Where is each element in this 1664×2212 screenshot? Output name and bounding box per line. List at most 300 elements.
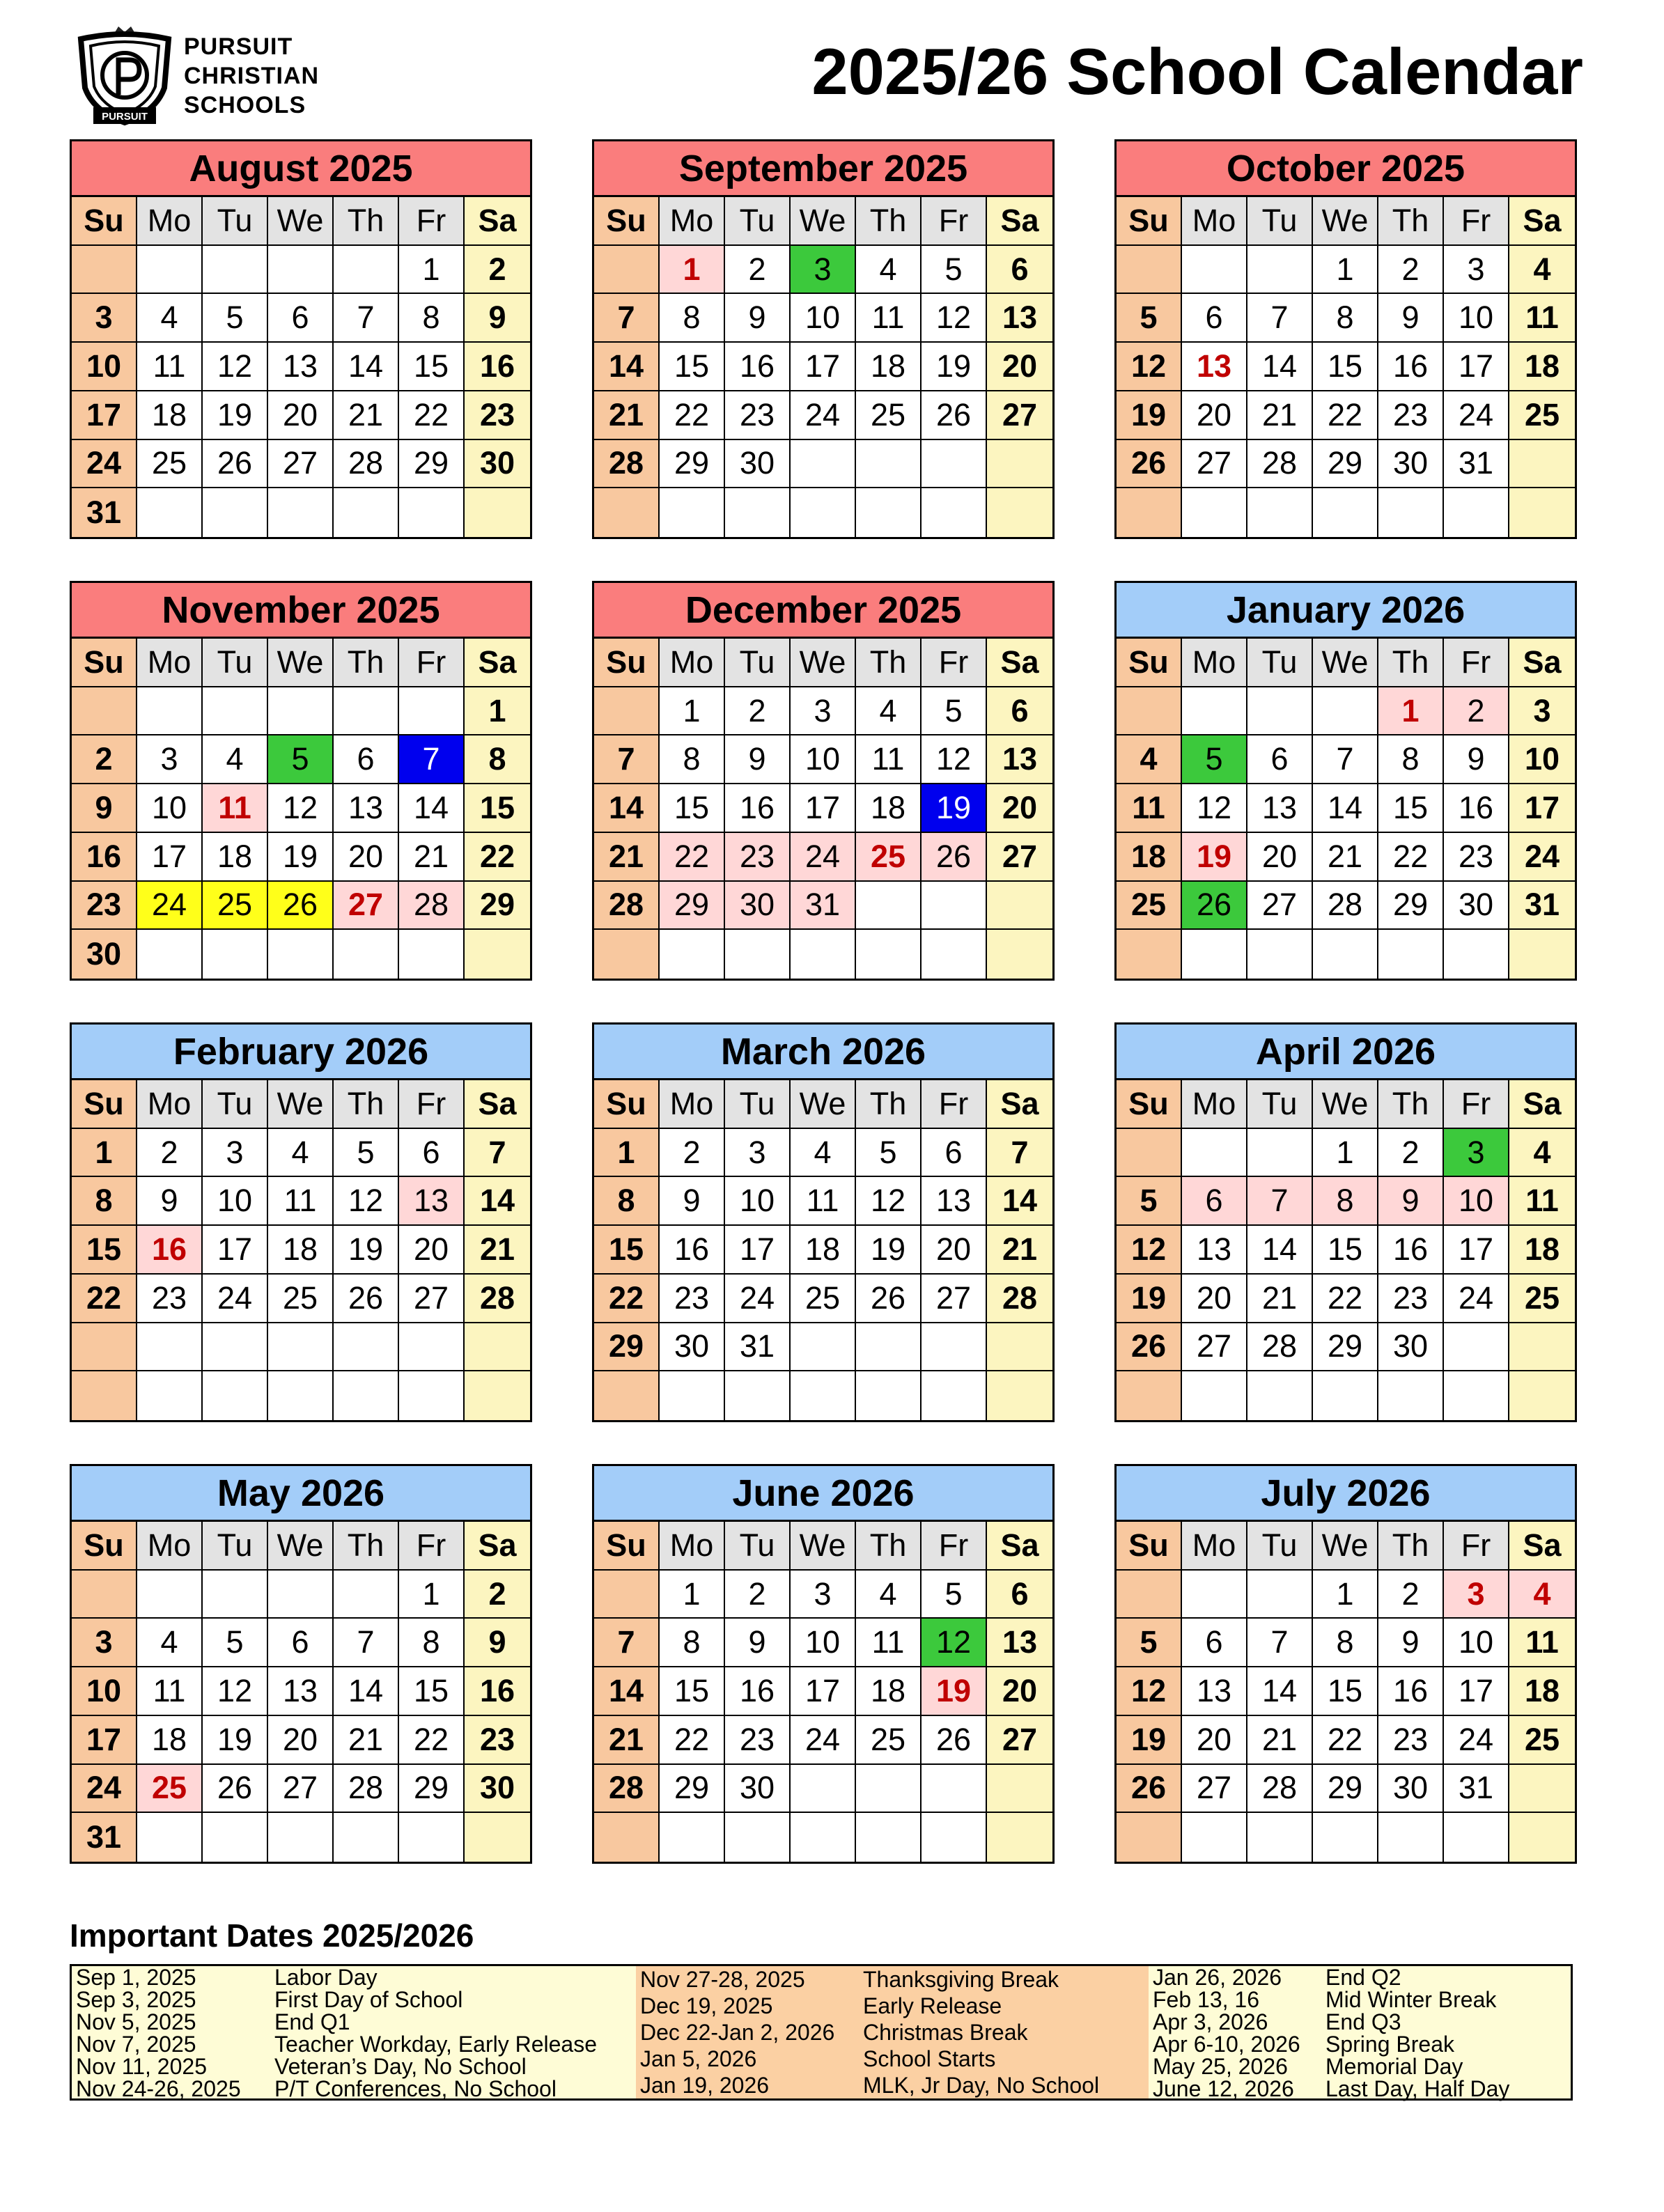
empty-day-cell (660, 488, 725, 537)
empty-day-cell (856, 1813, 922, 1862)
month-title: March 2026 (594, 1025, 1052, 1080)
empty-day-cell (334, 246, 399, 295)
day-cell: 4 (268, 1129, 334, 1178)
empty-day-cell (1509, 440, 1575, 489)
day-cell: 9 (1378, 294, 1444, 343)
day-cell: 2 (465, 1571, 530, 1619)
weekday-label: Mo (660, 1522, 725, 1571)
day-cell: 16 (137, 1226, 203, 1275)
important-event: Early Release (863, 1993, 1002, 2018)
empty-day-cell (791, 1323, 856, 1372)
empty-day-cell (725, 488, 791, 537)
weekday-label: Su (594, 197, 660, 246)
empty-day-cell (725, 930, 791, 979)
day-cell: 27 (1182, 1323, 1247, 1372)
day-cell: 25 (856, 1716, 922, 1765)
empty-day-cell (1117, 1813, 1182, 1862)
empty-day-cell (399, 488, 465, 537)
day-cell: 9 (465, 294, 530, 343)
day-cell: 22 (594, 1275, 660, 1323)
day-cell: 7 (594, 1619, 660, 1667)
day-cell: 16 (1444, 784, 1509, 833)
empty-day-cell (268, 1323, 334, 1372)
day-cell: 3 (137, 735, 203, 784)
empty-day-cell (268, 687, 334, 736)
empty-day-cell (1182, 1371, 1247, 1420)
day-cell: 4 (203, 735, 268, 784)
important-date: Nov 11, 2025 (76, 2054, 207, 2079)
weekday-label: We (791, 197, 856, 246)
day-cell: 21 (334, 1716, 399, 1765)
important-event: Christmas Break (863, 2020, 1028, 2045)
weekday-label: Su (1117, 1522, 1182, 1571)
day-cell: 11 (203, 784, 268, 833)
day-cell: 9 (72, 784, 137, 833)
day-cell: 3 (791, 246, 856, 295)
day-cell: 7 (594, 294, 660, 343)
day-cell: 25 (791, 1275, 856, 1323)
day-cell: 24 (1444, 391, 1509, 440)
weekday-label: Th (1378, 197, 1444, 246)
month-title: January 2026 (1117, 583, 1575, 639)
important-date-row (640, 2046, 1144, 2072)
day-cell: 29 (1313, 1765, 1378, 1814)
day-cell: 27 (1182, 440, 1247, 489)
day-cell: 28 (1247, 440, 1313, 489)
weekday-label: We (1313, 639, 1378, 687)
weekday-label: Mo (660, 1080, 725, 1129)
day-cell: 30 (725, 1765, 791, 1814)
day-cell: 23 (725, 1716, 791, 1765)
day-cell: 11 (1509, 1177, 1575, 1226)
day-cell: 10 (791, 1619, 856, 1667)
empty-day-cell (399, 687, 465, 736)
day-cell: 21 (987, 1226, 1052, 1275)
empty-day-cell (1247, 1571, 1313, 1619)
day-cell: 18 (856, 1667, 922, 1716)
day-cell: 6 (987, 1571, 1052, 1619)
day-cell: 18 (268, 1226, 334, 1275)
weekday-label: Th (334, 1522, 399, 1571)
day-cell: 16 (465, 343, 530, 391)
empty-day-cell (203, 488, 268, 537)
day-cell: 12 (856, 1177, 922, 1226)
day-cell: 10 (1509, 735, 1575, 784)
day-cell: 19 (922, 343, 987, 391)
day-cell: 5 (922, 246, 987, 295)
important-date-row (76, 2055, 632, 2078)
weekday-label: We (268, 1522, 334, 1571)
day-cell: 8 (399, 1619, 465, 1667)
day-cell: 12 (1182, 784, 1247, 833)
month-title: October 2025 (1117, 141, 1575, 197)
day-cell: 23 (1378, 391, 1444, 440)
month-calendar (592, 1022, 1055, 1422)
day-cell: 29 (660, 440, 725, 489)
weekday-label: Tu (725, 1080, 791, 1129)
day-cell: 21 (1247, 391, 1313, 440)
weekday-label: Fr (922, 197, 987, 246)
day-cell: 5 (203, 294, 268, 343)
weekday-label: Sa (987, 1522, 1052, 1571)
day-cell: 25 (1509, 1275, 1575, 1323)
important-event: P/T Conferences, No School (274, 2076, 557, 2101)
empty-day-cell (1117, 930, 1182, 979)
day-cell: 16 (465, 1667, 530, 1716)
empty-day-cell (1313, 1813, 1378, 1862)
day-cell: 24 (791, 391, 856, 440)
day-cell: 1 (72, 1129, 137, 1178)
weekday-label: Tu (1247, 197, 1313, 246)
day-cell: 12 (922, 735, 987, 784)
day-cell: 8 (1313, 1619, 1378, 1667)
empty-day-cell (72, 1323, 137, 1372)
day-cell: 12 (922, 294, 987, 343)
important-date: Feb 13, 16 (1153, 1987, 1259, 2012)
day-cell: 5 (1117, 1177, 1182, 1226)
empty-day-cell (203, 1813, 268, 1862)
day-cell: 12 (203, 1667, 268, 1716)
day-cell: 18 (791, 1226, 856, 1275)
weekday-label: Tu (203, 639, 268, 687)
day-cell: 31 (1444, 440, 1509, 489)
weekday-label: Sa (465, 1080, 530, 1129)
weekday-label: Mo (660, 639, 725, 687)
empty-day-cell (922, 1323, 987, 1372)
weekday-label: Tu (1247, 1522, 1313, 1571)
empty-day-cell (1444, 1323, 1509, 1372)
day-cell: 15 (660, 1667, 725, 1716)
day-cell: 6 (399, 1129, 465, 1178)
important-date: May 25, 2026 (1153, 2054, 1288, 2079)
month-calendar (70, 581, 532, 981)
empty-day-cell (791, 1765, 856, 1814)
day-cell: 16 (725, 1667, 791, 1716)
day-cell: 4 (856, 687, 922, 736)
weekday-label: Fr (399, 1080, 465, 1129)
day-cell: 18 (1509, 343, 1575, 391)
weekday-label: Mo (1182, 197, 1247, 246)
important-date-row (640, 1993, 1144, 2019)
important-date-row (640, 2019, 1144, 2046)
empty-day-cell (1247, 687, 1313, 736)
day-cell: 26 (1117, 1323, 1182, 1372)
day-cell: 2 (1444, 687, 1509, 736)
day-cell: 18 (203, 833, 268, 882)
day-cell: 15 (594, 1226, 660, 1275)
day-cell: 20 (987, 343, 1052, 391)
empty-day-cell (987, 1765, 1052, 1814)
weekday-label: Fr (1444, 1080, 1509, 1129)
empty-day-cell (791, 930, 856, 979)
day-cell: 7 (465, 1129, 530, 1178)
empty-day-cell (922, 1813, 987, 1862)
weekday-label: We (1313, 1522, 1378, 1571)
empty-day-cell (1509, 1765, 1575, 1814)
day-cell: 20 (1182, 391, 1247, 440)
month-title: August 2025 (72, 141, 530, 197)
weekday-label: We (791, 639, 856, 687)
day-cell: 19 (856, 1226, 922, 1275)
weekday-label: Sa (1509, 1080, 1575, 1129)
day-cell: 13 (987, 294, 1052, 343)
weekday-label: Mo (1182, 639, 1247, 687)
important-event: Memorial Day (1325, 2054, 1463, 2079)
day-cell: 25 (1509, 391, 1575, 440)
day-cell: 8 (594, 1177, 660, 1226)
day-cell: 17 (203, 1226, 268, 1275)
day-cell: 2 (72, 735, 137, 784)
weekday-label: Mo (1182, 1080, 1247, 1129)
weekday-label: Su (594, 1080, 660, 1129)
empty-day-cell (1182, 488, 1247, 537)
day-cell: 5 (268, 735, 334, 784)
weekday-label: Tu (1247, 1080, 1313, 1129)
important-event: Labor Day (274, 1965, 378, 1990)
day-cell: 20 (399, 1226, 465, 1275)
day-cell: 17 (1444, 1226, 1509, 1275)
empty-day-cell (1117, 246, 1182, 295)
weekday-label: Th (1378, 1522, 1444, 1571)
empty-day-cell (594, 687, 660, 736)
day-cell: 17 (791, 343, 856, 391)
empty-day-cell (987, 1813, 1052, 1862)
day-cell: 11 (856, 294, 922, 343)
day-cell: 31 (72, 488, 137, 537)
day-cell: 18 (856, 343, 922, 391)
day-cell: 17 (1509, 784, 1575, 833)
day-cell: 15 (1378, 784, 1444, 833)
day-cell: 1 (1313, 1129, 1378, 1178)
day-cell: 11 (1509, 1619, 1575, 1667)
weekday-label: Sa (1509, 1522, 1575, 1571)
empty-day-cell (465, 1813, 530, 1862)
empty-day-cell (465, 1371, 530, 1420)
empty-day-cell (987, 488, 1052, 537)
important-date-row (1153, 1966, 1566, 1988)
month-title: November 2025 (72, 583, 530, 639)
day-cell: 19 (203, 391, 268, 440)
empty-day-cell (987, 440, 1052, 489)
day-cell: 15 (399, 343, 465, 391)
day-cell: 6 (922, 1129, 987, 1178)
day-cell: 3 (1444, 1129, 1509, 1178)
day-cell: 8 (465, 735, 530, 784)
weekday-label: Fr (399, 197, 465, 246)
day-cell: 26 (922, 391, 987, 440)
weekday-label: Th (334, 1080, 399, 1129)
day-cell: 12 (334, 1177, 399, 1226)
day-cell: 17 (791, 784, 856, 833)
day-cell: 8 (72, 1177, 137, 1226)
empty-day-cell (203, 687, 268, 736)
day-cell: 15 (1313, 343, 1378, 391)
day-cell: 16 (660, 1226, 725, 1275)
weekday-label: Tu (725, 639, 791, 687)
weekday-label: Th (856, 1522, 922, 1571)
day-cell: 10 (203, 1177, 268, 1226)
day-cell: 22 (399, 391, 465, 440)
day-cell: 3 (203, 1129, 268, 1178)
empty-day-cell (1444, 930, 1509, 979)
day-cell: 13 (1182, 1226, 1247, 1275)
day-cell: 19 (203, 1716, 268, 1765)
day-cell: 25 (268, 1275, 334, 1323)
day-cell: 6 (987, 687, 1052, 736)
day-cell: 18 (1117, 833, 1182, 882)
day-cell: 20 (987, 784, 1052, 833)
weekday-label: Su (72, 197, 137, 246)
empty-day-cell (791, 440, 856, 489)
day-cell: 21 (594, 391, 660, 440)
day-cell: 13 (399, 1177, 465, 1226)
day-cell: 15 (660, 343, 725, 391)
empty-day-cell (399, 1813, 465, 1862)
empty-day-cell (334, 1323, 399, 1372)
empty-day-cell (922, 882, 987, 930)
day-cell: 30 (1378, 1323, 1444, 1372)
page-title: 2025/26 School Calendar (811, 35, 1583, 108)
empty-day-cell (594, 1571, 660, 1619)
day-cell: 19 (268, 833, 334, 882)
day-cell: 14 (334, 343, 399, 391)
empty-day-cell (594, 246, 660, 295)
day-cell: 4 (856, 1571, 922, 1619)
day-cell: 12 (203, 343, 268, 391)
empty-day-cell (1509, 488, 1575, 537)
day-cell: 26 (334, 1275, 399, 1323)
day-cell: 20 (987, 1667, 1052, 1716)
weekday-label: Tu (203, 1080, 268, 1129)
day-cell: 20 (1182, 1275, 1247, 1323)
day-cell: 12 (1117, 1226, 1182, 1275)
empty-day-cell (137, 488, 203, 537)
empty-day-cell (334, 1813, 399, 1862)
weekday-label: We (791, 1522, 856, 1571)
day-cell: 27 (922, 1275, 987, 1323)
important-date-row (76, 2078, 632, 2100)
day-cell: 12 (268, 784, 334, 833)
day-cell: 19 (334, 1226, 399, 1275)
day-cell: 9 (1378, 1619, 1444, 1667)
day-cell: 10 (1444, 1619, 1509, 1667)
important-date: Nov 7, 2025 (76, 2032, 196, 2057)
day-cell: 28 (334, 440, 399, 489)
month-calendar (1114, 1022, 1577, 1422)
empty-day-cell (922, 1371, 987, 1420)
day-cell: 22 (1313, 1275, 1378, 1323)
empty-day-cell (1378, 930, 1444, 979)
day-cell: 13 (987, 735, 1052, 784)
empty-day-cell (856, 930, 922, 979)
day-cell: 21 (594, 833, 660, 882)
day-cell: 1 (465, 687, 530, 736)
empty-day-cell (268, 1371, 334, 1420)
day-cell: 11 (791, 1177, 856, 1226)
day-cell: 22 (1313, 1716, 1378, 1765)
day-cell: 17 (725, 1226, 791, 1275)
day-cell: 16 (1378, 1667, 1444, 1716)
day-cell: 27 (987, 833, 1052, 882)
day-cell: 17 (72, 391, 137, 440)
important-date-row (1153, 1988, 1566, 2011)
day-cell: 17 (72, 1716, 137, 1765)
day-cell: 13 (268, 343, 334, 391)
empty-day-cell (594, 1813, 660, 1862)
day-cell: 24 (1509, 833, 1575, 882)
weekday-label: Sa (465, 197, 530, 246)
important-date: Dec 19, 2025 (640, 1993, 773, 2018)
empty-day-cell (465, 1323, 530, 1372)
important-date: Sep 1, 2025 (76, 1965, 196, 1990)
empty-day-cell (203, 930, 268, 979)
day-cell: 29 (1313, 440, 1378, 489)
day-cell: 13 (1182, 343, 1247, 391)
day-cell: 10 (1444, 1177, 1509, 1226)
day-cell: 27 (268, 1765, 334, 1814)
day-cell: 4 (856, 246, 922, 295)
day-cell: 28 (399, 882, 465, 930)
empty-day-cell (1313, 488, 1378, 537)
day-cell: 8 (660, 735, 725, 784)
empty-day-cell (856, 1371, 922, 1420)
day-cell: 31 (72, 1813, 137, 1862)
day-cell: 1 (660, 246, 725, 295)
day-cell: 28 (465, 1275, 530, 1323)
day-cell: 6 (334, 735, 399, 784)
day-cell: 20 (1182, 1716, 1247, 1765)
empty-day-cell (725, 1371, 791, 1420)
svg-text:PURSUIT: PURSUIT (102, 111, 148, 123)
day-cell: 2 (725, 1571, 791, 1619)
day-cell: 2 (1378, 1571, 1444, 1619)
empty-day-cell (660, 1813, 725, 1862)
day-cell: 28 (1247, 1765, 1313, 1814)
day-cell: 4 (1117, 735, 1182, 784)
day-cell: 3 (1444, 1571, 1509, 1619)
empty-day-cell (1378, 488, 1444, 537)
day-cell: 14 (594, 784, 660, 833)
day-cell: 30 (1378, 440, 1444, 489)
day-cell: 23 (1378, 1275, 1444, 1323)
weekday-label: Tu (1247, 639, 1313, 687)
month-calendar (592, 581, 1055, 981)
day-cell: 23 (660, 1275, 725, 1323)
empty-day-cell (987, 882, 1052, 930)
empty-day-cell (72, 687, 137, 736)
empty-day-cell (1444, 1371, 1509, 1420)
day-cell: 22 (72, 1275, 137, 1323)
day-cell: 30 (465, 1765, 530, 1814)
day-cell: 26 (1182, 882, 1247, 930)
school-logo (72, 25, 351, 128)
day-cell: 29 (660, 882, 725, 930)
day-cell: 27 (1182, 1765, 1247, 1814)
day-cell: 29 (1378, 882, 1444, 930)
important-date-row (640, 2072, 1144, 2098)
day-cell: 15 (72, 1226, 137, 1275)
day-cell: 1 (660, 687, 725, 736)
important-event: School Starts (863, 2046, 996, 2071)
weekday-label: Mo (137, 639, 203, 687)
day-cell: 14 (594, 343, 660, 391)
empty-day-cell (1182, 1129, 1247, 1178)
day-cell: 14 (594, 1667, 660, 1716)
day-cell: 6 (987, 246, 1052, 295)
empty-day-cell (856, 882, 922, 930)
day-cell: 24 (72, 1765, 137, 1814)
day-cell: 5 (1117, 294, 1182, 343)
